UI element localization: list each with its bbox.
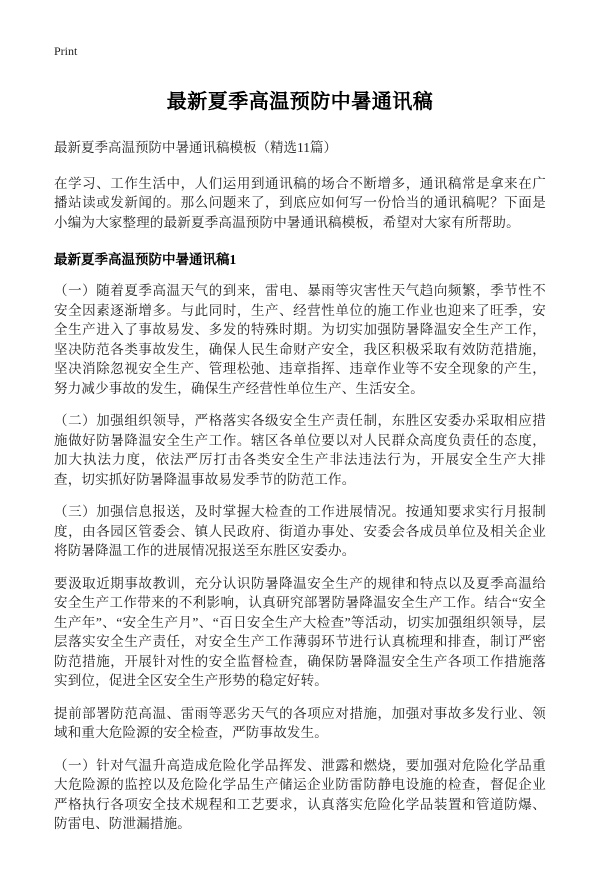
- intro-paragraph: 在学习、工作生活中，人们运用到通讯稿的场合不断增多，通讯稿常是拿来在广播站读或发新闻的。那么问题来了，到底应如何写一份恰当的通讯稿呢？下面是小编为大家整理的最新夏季高温预防中暑通讯稿模板，希望对大家有所帮助。: [54, 175, 546, 230]
- body-paragraph: （一）随着夏季高温天气的到来，雷电、暴雨等灾害性天气趋向频繁，季节性不安全因素逐渐增多。与此同时，生产、经营性单位的施工作业也迎来了旺季，安全生产进入了事故易发、多发的特殊时期。为切实加强防暑降温安全生产工作，坚决防范各类事故发生，确保人民生命财产安全，我区积极采取有效防范措施，坚决消除忽视安全生产、管理松弛、违章指挥、违章作业等不安全现象的产生，努力减少事故的发生，确保生产经营性单位生产、生活安全。: [54, 283, 546, 396]
- body-paragraph: 提前部署防范高温、雷雨等恶劣天气的各项应对措施，加强对事故多发行业、领域和重大危险源的安全检查，严防事故发生。: [54, 705, 546, 740]
- document-subtitle: 最新夏季高温预防中暑通讯稿模板（精选11篇）: [54, 140, 337, 155]
- body-paragraph: （一）针对气温升高造成危险化学品挥发、泄露和燃烧，要加强对危险化学品重大危险源的监控以及危险化学品生产储运企业防雷防静电设施的检查，督促企业严格执行各项安全技术规程和工艺要求，认真落实危险化学品装置和管道防爆、防雷电、防泄漏措施。: [54, 757, 546, 831]
- body-paragraph: 要汲取近期事故教训，充分认识防暑降温安全生产的规律和特点以及夏季高温给安全生产工作带来的不利影响，认真研究部署防暑降温安全生产工作。结合“安全生产年”、“安全生产月”、“百日安全生产大检查”等活动，切实加强组织领导，层层落实安全生产责任，对安全生产工作薄弱环节进行认真梳理和排查，制订严密防范措施，开展针对性的安全监督检查，确保防暑降温安全生产各项工作措施落实到位，促进全区安全生产形势的稳定好转。: [54, 575, 546, 688]
- body-paragraph: （二）加强组织领导，严格落实各级安全生产责任制，东胜区安委办采取相应措施做好防暑降温安全生产工作。辖区各单位要以对人民群众高度负责任的态度，加大执法力度，依法严厉打击各类安全生产非法违法行为，开展安全生产大排查，切实抓好防暑降温事故易发季节的防范工作。: [54, 413, 546, 487]
- body-paragraph: （三）加强信息报送，及时掌握大检查的工作进展情况。按通知要求实行月报制度，由各园区管委会、镇人民政府、街道办事处、安委会各成员单位及相关企业将防暑降温工作的进展情况报送至东胜区安委办。: [54, 504, 546, 558]
- section-heading: 最新夏季高温预防中暑通讯稿1: [54, 252, 237, 267]
- document-title: 最新夏季高温预防中暑通讯稿: [166, 91, 434, 113]
- print-button[interactable]: Print: [54, 44, 78, 58]
